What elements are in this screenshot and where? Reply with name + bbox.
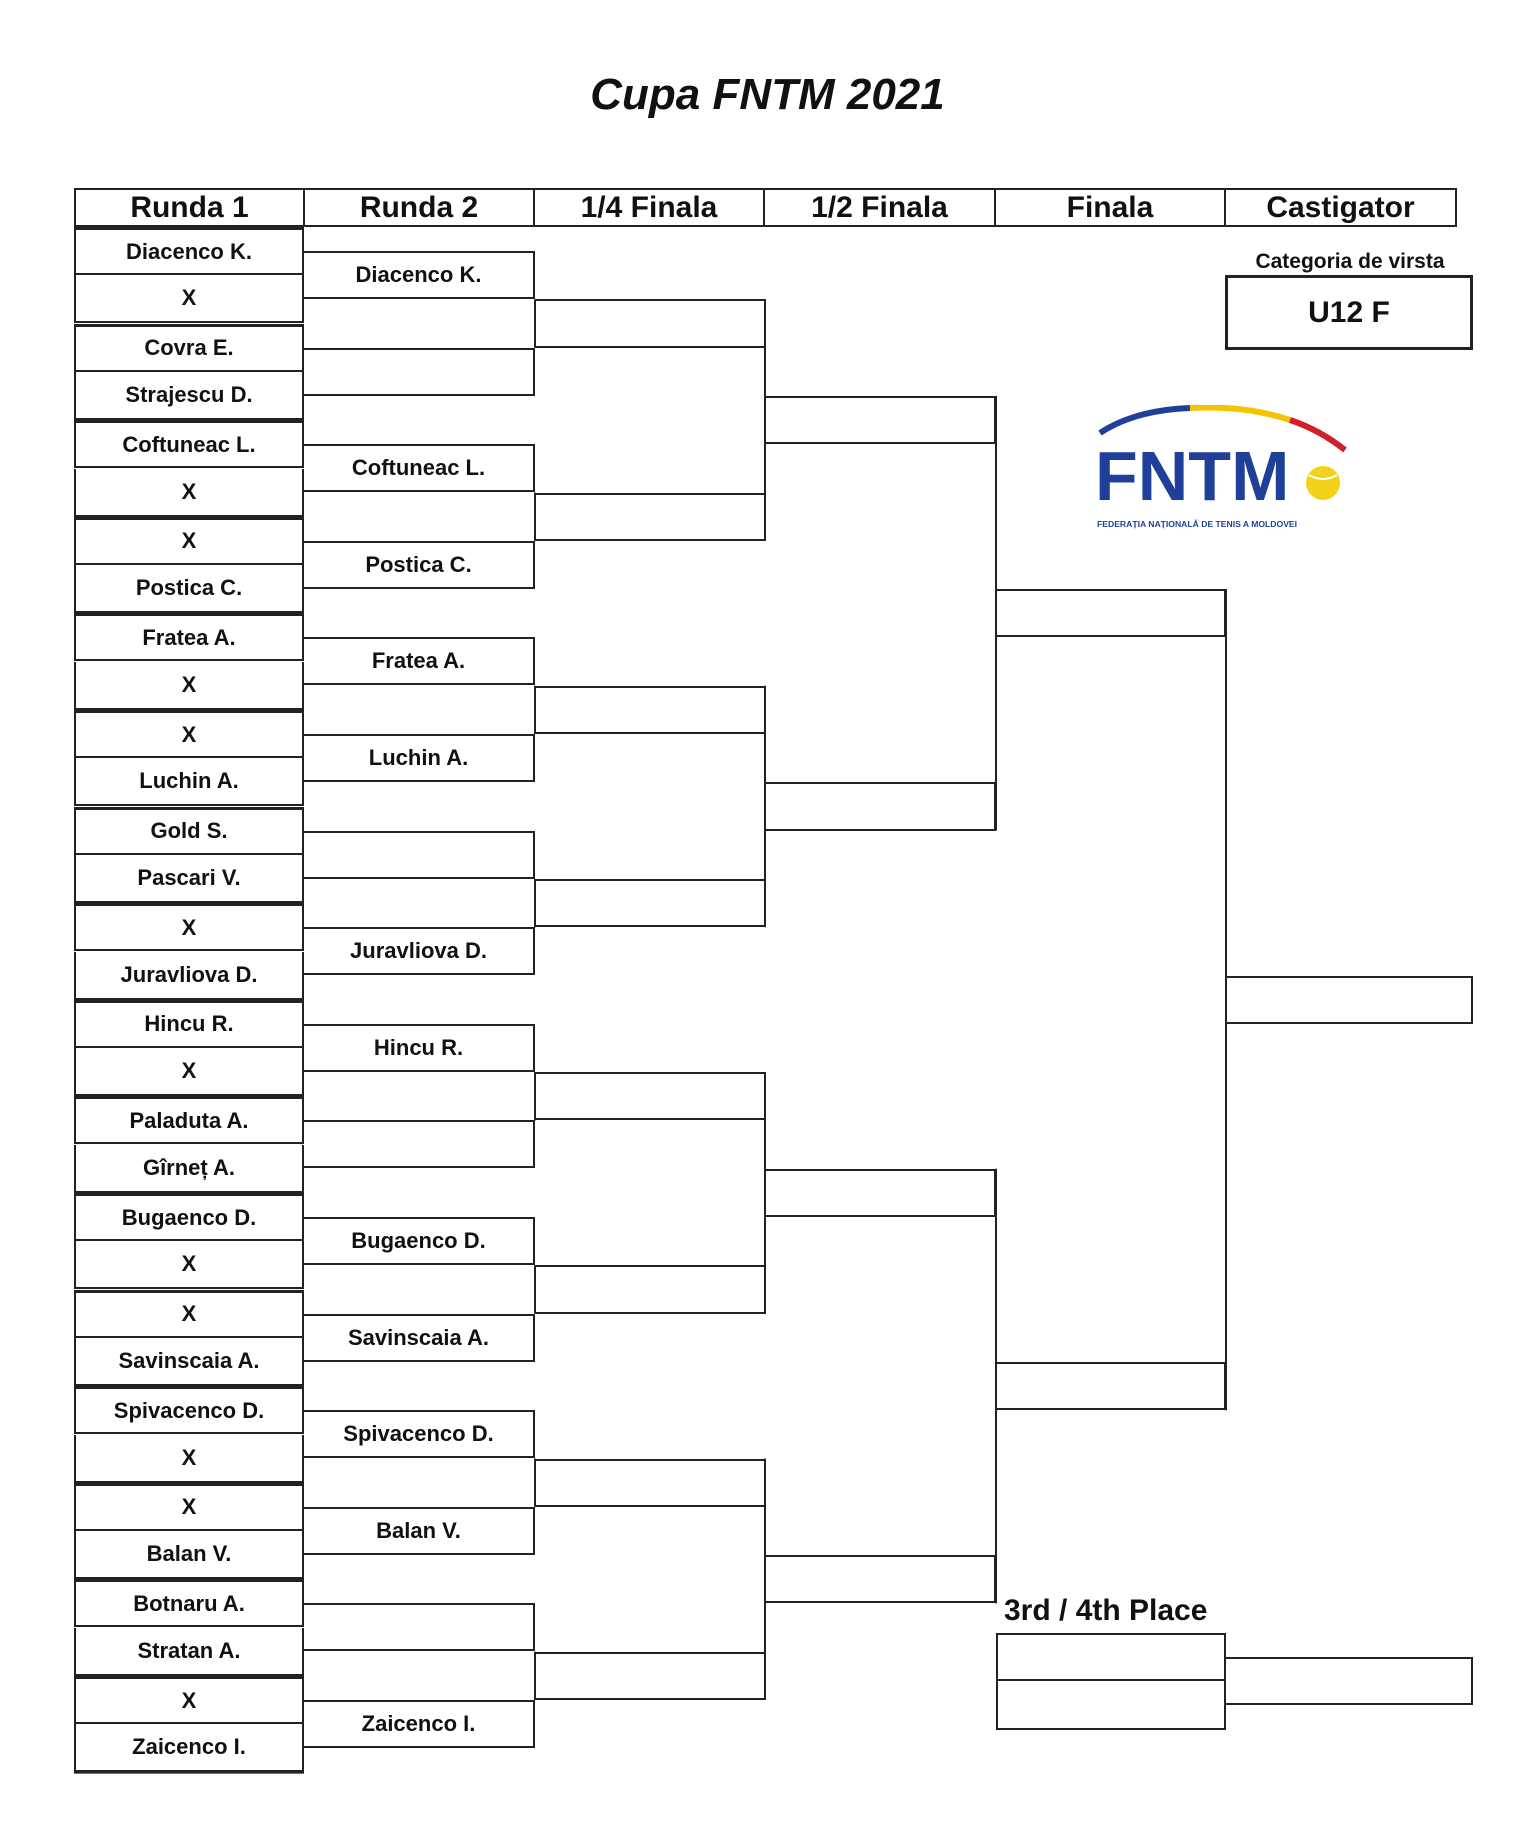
- round1-player: X: [74, 1435, 304, 1483]
- round1-player: X: [74, 469, 304, 517]
- round2-player: Bugaenco D.: [304, 1217, 535, 1265]
- round2-player: Diacenco K.: [304, 251, 535, 299]
- quarterfinal-slot: [535, 879, 766, 927]
- round1-player: Savinscaia A.: [74, 1338, 304, 1386]
- round1-player: Fratea A.: [74, 613, 304, 661]
- round1-player: X: [74, 1048, 304, 1096]
- round1-player: Strajescu D.: [74, 372, 304, 420]
- semifinal-slot: [765, 1169, 996, 1217]
- quarterfinal-slot: [535, 493, 766, 541]
- round1-player: X: [74, 517, 304, 565]
- quarterfinal-slot: [535, 1265, 766, 1313]
- round1-player: Diacenco K.: [74, 227, 304, 275]
- semifinal-slot: [765, 782, 996, 830]
- round1-player: Juravliova D.: [74, 952, 304, 1000]
- third-place-slot: [996, 1633, 1226, 1681]
- header-semifinal: 1/2 Finala: [765, 188, 996, 227]
- round1-player: Spivacenco D.: [74, 1386, 304, 1434]
- round2-player: Postica C.: [304, 541, 535, 589]
- round2-player: Spivacenco D.: [304, 1410, 535, 1458]
- category-label: Categoria de virsta: [1255, 250, 1445, 273]
- round1-player: Bugaenco D.: [74, 1193, 304, 1241]
- winner-slot: [1226, 976, 1473, 1024]
- page-title: Cupa FNTM 2021: [590, 70, 945, 119]
- round1-player: X: [74, 662, 304, 710]
- round1-player: Covra E.: [74, 324, 304, 372]
- round1-player: Luchin A.: [74, 758, 304, 806]
- quarterfinal-slot: [535, 1459, 766, 1507]
- header-quarterfinal: 1/4 Finala: [535, 188, 765, 227]
- quarterfinal-slot: [535, 299, 766, 347]
- round2-player: Balan V.: [304, 1507, 535, 1555]
- quarterfinal-slot: [535, 1072, 766, 1120]
- round2-player: Savinscaia A.: [304, 1314, 535, 1362]
- semifinal-slot: [765, 1555, 996, 1603]
- round1-player: X: [74, 710, 304, 758]
- third-place-slot: [996, 1681, 1226, 1729]
- final-slot: [996, 1362, 1226, 1410]
- round2-player: Fratea A.: [304, 637, 535, 685]
- round1-player: Stratan A.: [74, 1628, 304, 1676]
- round1-player: X: [74, 1290, 304, 1338]
- round2-player: Juravliova D.: [304, 927, 535, 975]
- semifinal-slot: [765, 396, 996, 444]
- round1-player: Botnaru A.: [74, 1579, 304, 1627]
- round1-player: Pascari V.: [74, 855, 304, 903]
- header-final: Finala: [996, 188, 1226, 227]
- svg-text:FNTM: FNTM: [1095, 437, 1290, 515]
- round1-player: Coftuneac L.: [74, 420, 304, 468]
- category-box: U12 F: [1225, 275, 1473, 350]
- round1-player: X: [74, 903, 304, 951]
- round1-player: Paladuta A.: [74, 1096, 304, 1144]
- round2-player: Hincu R.: [304, 1024, 535, 1072]
- round1-player: Hincu R.: [74, 1000, 304, 1048]
- round1-player: X: [74, 275, 304, 323]
- round1-player: Gîrneț A.: [74, 1145, 304, 1193]
- round2-player: Luchin A.: [304, 734, 535, 782]
- round1-player: Zaicenco I.: [74, 1724, 304, 1772]
- round2-player: [304, 1603, 535, 1651]
- quarterfinal-slot: [535, 1652, 766, 1700]
- round2-player: Coftuneac L.: [304, 444, 535, 492]
- third-place-winner-slot: [1226, 1657, 1473, 1705]
- header-winner: Castigator: [1226, 188, 1457, 227]
- round2-player: [304, 831, 535, 879]
- round2-player: Zaicenco I.: [304, 1700, 535, 1748]
- final-slot: [996, 589, 1226, 637]
- round1-player: X: [74, 1483, 304, 1531]
- round1-player: X: [74, 1676, 304, 1724]
- third-place-label: 3rd / 4th Place: [1004, 1594, 1208, 1627]
- header-round2: Runda 2: [305, 188, 535, 227]
- round1-player: Gold S.: [74, 807, 304, 855]
- round1-player: X: [74, 1241, 304, 1289]
- round2-player: [304, 348, 535, 396]
- round1-player: Postica C.: [74, 565, 304, 613]
- round2-player: [304, 1120, 535, 1168]
- round1-player: Balan V.: [74, 1531, 304, 1579]
- svg-text:FEDERAȚIA NAȚIONALĂ DE TENIS A: FEDERAȚIA NAȚIONALĂ DE TENIS A MOLDOVEI: [1097, 519, 1298, 529]
- quarterfinal-slot: [535, 686, 766, 734]
- header-round1: Runda 1: [74, 188, 305, 227]
